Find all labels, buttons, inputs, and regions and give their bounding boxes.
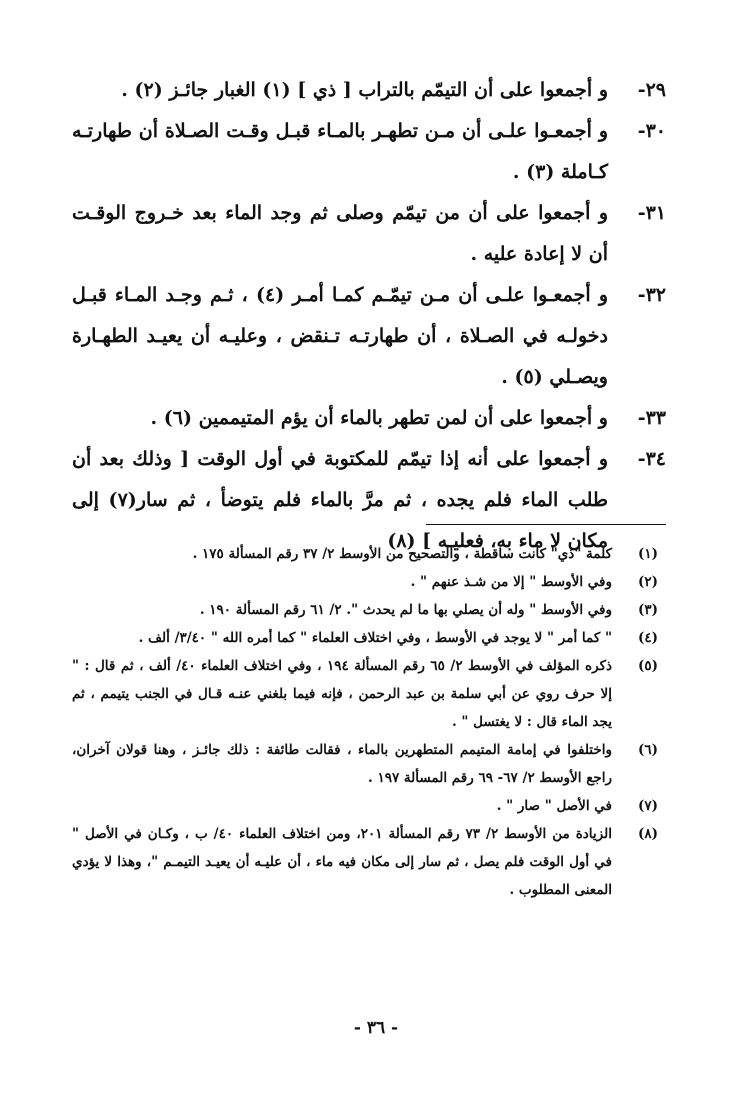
footnote-number: (٣) [637, 602, 658, 618]
item-number: ٣٤- [637, 448, 666, 470]
footnote-text: " كما أمر " لا يوجد في الأوسط ، وفي اختلاف العلماء " كما أمره الله " ٣/٤٠/ ألف . [138, 630, 612, 646]
footnote-5 [72, 652, 666, 736]
footnote-number: (٧) [637, 798, 658, 814]
page-number: - ٣٦ - [353, 1018, 399, 1038]
footnote-text: ذكره المؤلف في الأوسط ٢/ ٦٥ رقم المسألة ١٩٤ ، وفي اختلاف العلماء ٤٠/ ألف ، ثم قال : " إلا حرف روي عن أبي سلمة بن عبد الرحمن ، فإنه فيما بلغني عنـه قـال في الجنب يتيمم ، ثم يجد الماء قال : لا يغتسل " . [72, 658, 613, 730]
footnote-7 [72, 792, 666, 820]
footnote-number: (٨) [637, 826, 658, 842]
footnote-text: كلمة "ذي" كانت ساقطة ، والتصحيح من الأوسط ٢/ ٣٧ رقم المسألة ١٧٥ . [192, 546, 612, 562]
footnote-number: (٦) [637, 742, 658, 758]
item-number: ٣٢- [637, 284, 666, 306]
footnote-6 [72, 736, 666, 792]
footnote-text: الزيادة من الأوسط ٢/ ٧٣ رقم المسألة ٢٠١، ومن اختلاف العلماء ٤٠/ ب ، وكـان في الأصل " في أول الوقت فلم يصل ، ثم سار إلى مكان فيه ماء ، أن عليـه أن يعيـد التيمـم "، وهذا لا يؤدي المعنى المطلوب . [72, 826, 612, 898]
consensus-item-29 [72, 70, 666, 111]
footnote-2 [72, 568, 666, 596]
footnote-number: (٥) [637, 658, 658, 674]
footnote-text: وفي الأوسط " وله أن يصلي بها ما لم يحدث ". ٢/ ٦١ رقم المسألة ١٩٠ . [199, 602, 612, 618]
footnote-3 [72, 596, 666, 624]
consensus-item-32 [72, 275, 666, 398]
footnote-4 [72, 624, 666, 652]
item-text: و أجمعـوا علـى أن مـن تطهـر بالمـاء قبـل وقـت الصـلاة أن طهارتـه كـاملة (٣) . [72, 120, 608, 183]
item-text: و أجمعوا على أن لمن تطهر بالماء أن يؤم المتيممين (٦) . [150, 407, 608, 429]
consensus-item-30 [72, 111, 666, 193]
item-number: ٢٩- [637, 79, 666, 101]
footnote-text: وفي الأوسط " إلا من شـذ عنهم " . [410, 574, 612, 590]
consensus-item-31 [72, 193, 666, 275]
item-text: و أجمعوا على أن التيمّم بالتراب [ ذي ] (١) الغبار جائـز (٢) . [121, 79, 608, 101]
item-text: و أجمعوا على أن من تيمّم وصلى ثم وجد الماء بعد خـروج الوقـت أن لا إعادة عليه . [72, 202, 608, 265]
footnotes-section [72, 540, 666, 904]
footnote-8 [72, 820, 666, 904]
footnote-text: في الأصل " صار " . [496, 798, 612, 814]
item-number: ٣٣- [637, 407, 666, 429]
consensus-list [72, 70, 666, 562]
item-text: و أجمعوا على أنه إذا تيمّم للمكتوبة في أول الوقت [ وذلك بعد أن طلب الماء فلم يجده ، ثم مرَّ بالماء فلم يتوضأ ، ثم سار(٧) إلى مكان لا ماء به، فعليـه ] (٨) [72, 448, 608, 552]
footnote-divider [426, 524, 666, 525]
item-number: ٣٠- [637, 120, 666, 142]
footnote-number: (١) [637, 546, 658, 562]
item-number: ٣١- [637, 202, 666, 224]
footnote-number: (٢) [637, 574, 658, 590]
footnote-number: (٤) [637, 630, 658, 646]
item-text: و أجمعـوا علـى أن مـن تيمّـم كمـا أمـر (٤) ، ثـم وجـد المـاء قبـل دخولـه في الصـلاة ، أن طهارتـه تـنقض ، وعليـه أن يعيـد الطهـارة ويصـلي (٥) . [72, 284, 608, 388]
footnote-text: واختلفوا في إمامة المتيمم المتطهرين بالماء ، فقالت طائفة : ذلك جائـز ، وهنا قولان آخران، راجع الأوسط ٢/ ٦٧- ٦٩ رقم المسألة ١٩٧ . [72, 742, 612, 786]
footnote-1 [72, 540, 666, 568]
consensus-item-33 [72, 398, 666, 439]
